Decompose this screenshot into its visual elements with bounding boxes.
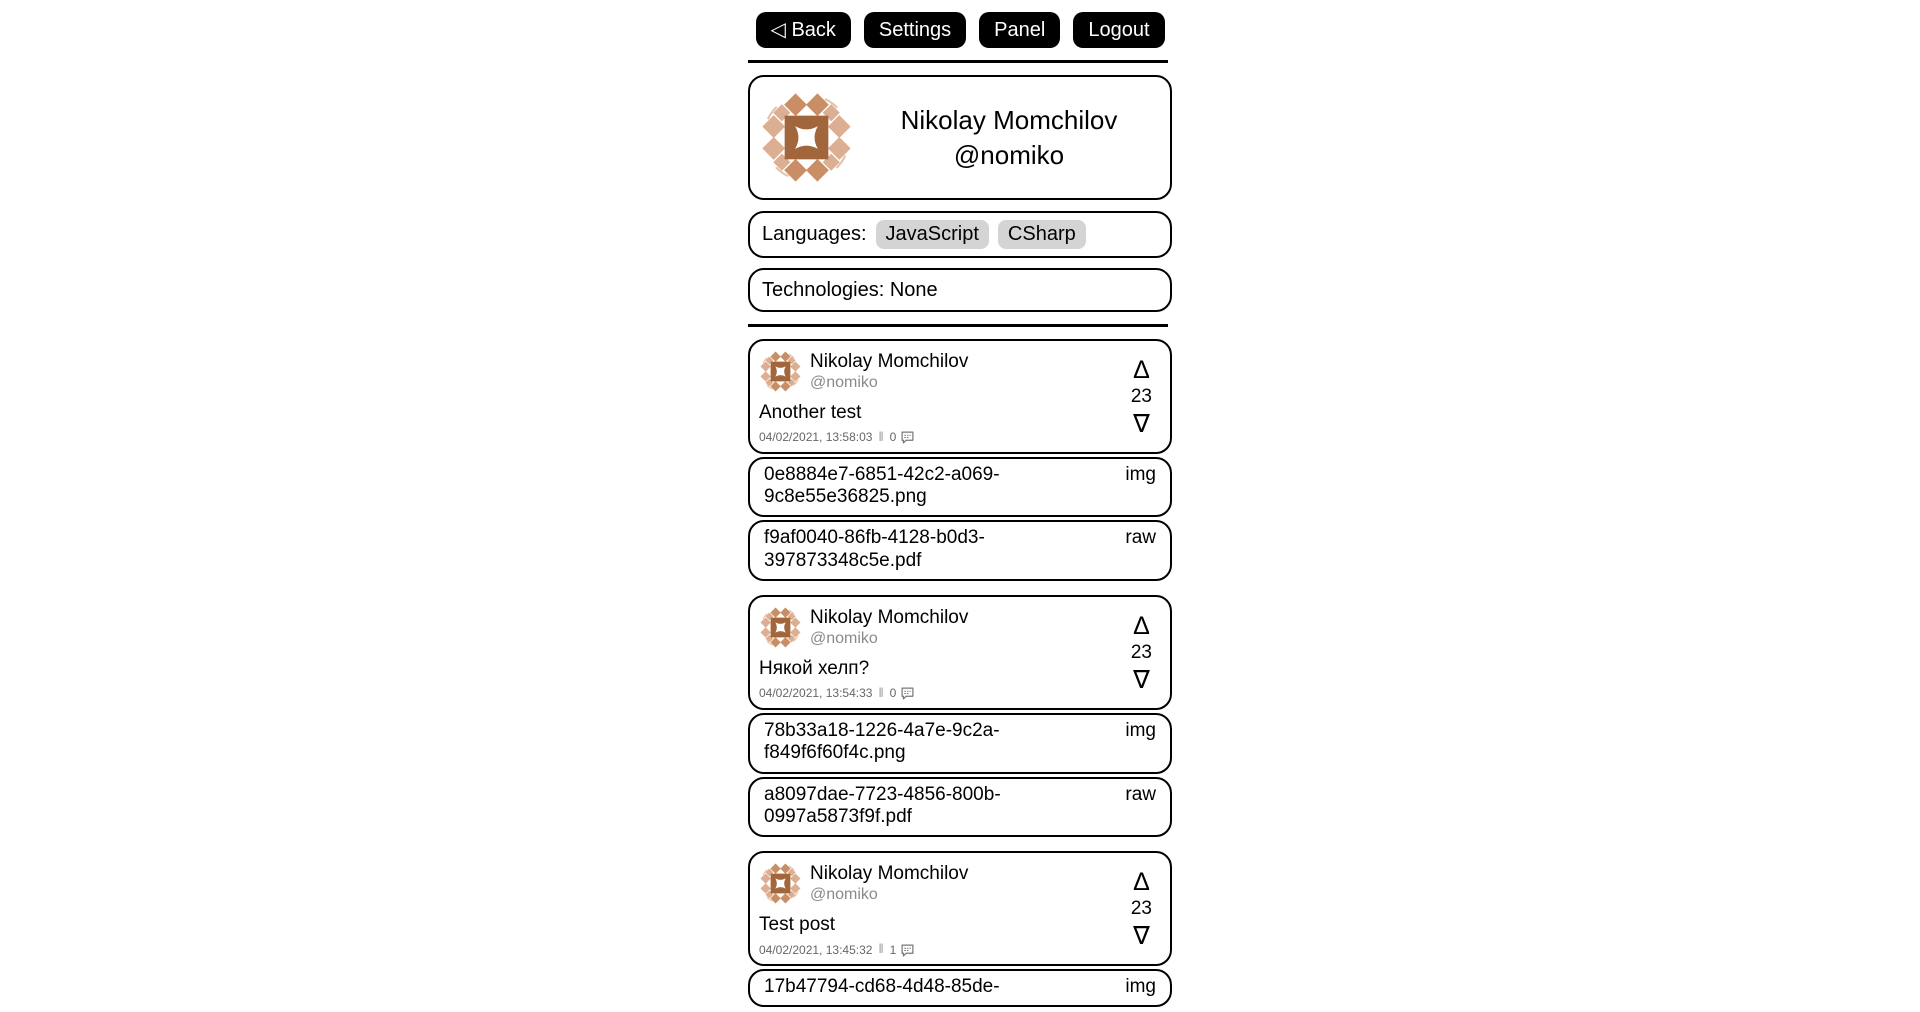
vote-count: 23 [1130,642,1152,664]
upvote-button[interactable]: Δ [1133,868,1150,897]
post-author [810,606,968,649]
vote-controls [1123,862,1160,957]
attachment-filename: 17b47794-cd68-4d48-85de- [764,976,1000,998]
post-timestamp: 04/02/2021, 13:45:32 [759,942,873,957]
profile-handle: @nomiko [953,139,1065,170]
post-author-name: Nikolay Momchilov [810,351,969,372]
post-author-handle: @nomiko [810,886,878,904]
language-tag-csharp: CSharp [998,220,1086,249]
attachment-row[interactable] [748,457,1172,518]
attachment-type-badge: img [1125,463,1156,485]
post-author-handle: @nomiko [810,373,878,391]
comment-count: 0 [889,430,897,445]
vote-count: 23 [1130,898,1152,920]
attachment-filename: 78b33a18-1226-4a7e-9c2a-f849f6f60f4c.png [764,719,1000,764]
post-timestamp: 04/02/2021, 13:58:03 [759,430,873,445]
attachment-type-badge: img [1125,976,1156,998]
top-section-divider [748,60,1168,63]
post-group [748,595,1172,837]
meta-separator: ‖ [878,942,884,957]
attachment-filename: f9af0040-86fb-4128-b0d3-397873348c5e.pdf [764,527,985,571]
meta-separator: ‖ [878,686,884,701]
profile-page [748,0,1172,1007]
languages-card [748,211,1172,258]
post-main [759,350,1123,445]
posts-feed [748,339,1172,1007]
attachment-row[interactable] [748,777,1172,838]
post-author-name: Nikolay Momchilov [810,607,969,629]
comments-icon [901,687,914,700]
attachment-type-badge: raw [1125,527,1156,549]
vote-controls [1123,606,1160,701]
post-card[interactable] [748,339,1172,454]
post-group [748,851,1172,1007]
logout-button[interactable]: Logout [1073,12,1164,48]
post-meta [759,687,1123,701]
post-group [748,339,1172,581]
downvote-button[interactable]: ∇ [1133,665,1150,694]
panel-button[interactable]: Panel [979,12,1060,48]
comment-count: 1 [889,942,897,957]
profile-names [854,103,1170,172]
profile-avatar-identicon [759,90,854,185]
attachment-row[interactable] [748,713,1172,774]
profile-name: Nikolay Momchilov [900,105,1118,136]
post-author-name: Nikolay Momchilov [810,863,969,885]
comment-count: 0 [889,686,897,701]
post-title: Another test [759,402,862,423]
attachment-filename: a8097dae-7723-4856-800b-0997a5873f9f.pdf [764,783,1001,828]
attachment-row[interactable] [748,969,1172,1007]
post-main [759,606,1123,701]
post-main [759,862,1123,957]
vote-count: 23 [1130,385,1152,407]
meta-separator: ‖ [878,429,884,444]
technologies-label: Technologies: None [762,278,938,301]
upvote-button[interactable]: Δ [1133,612,1150,641]
post-author [810,862,968,905]
settings-button[interactable]: Settings [864,12,966,48]
attachment-type-badge: raw [1125,783,1156,805]
downvote-button[interactable]: ∇ [1133,409,1150,438]
technologies-card [748,268,1172,312]
upvote-button[interactable]: Δ [1133,355,1150,384]
post-title: Test post [759,914,836,936]
attachment-filename: 0e8884e7-6851-42c2-a069-9c8e55e36825.png [764,463,1000,507]
attachment-row[interactable] [748,520,1172,581]
post-header [759,350,1123,393]
toolbar [748,12,1172,48]
vote-controls [1123,350,1160,445]
post-author [810,350,968,393]
post-timestamp: 04/02/2021, 13:54:33 [759,686,873,701]
language-tag-javascript: JavaScript [876,220,989,249]
post-card[interactable] [748,851,1172,966]
post-header [759,606,1123,649]
posts-section-divider [748,324,1168,327]
comments-icon [901,944,914,957]
post-author-avatar-identicon [759,350,802,393]
languages-label: Languages: [762,223,867,245]
post-title: Някой хелп? [759,658,870,680]
back-button[interactable]: ◁ Back [756,12,851,48]
post-meta [759,943,1123,957]
profile-card [748,75,1172,200]
post-card[interactable] [748,595,1172,710]
post-author-avatar-identicon [759,606,802,649]
post-author-avatar-identicon [759,862,802,905]
attachment-type-badge: img [1125,719,1156,741]
downvote-button[interactable]: ∇ [1133,922,1150,951]
post-meta [759,431,1123,445]
post-header [759,862,1123,905]
post-author-handle: @nomiko [810,630,878,648]
comments-icon [901,431,914,444]
